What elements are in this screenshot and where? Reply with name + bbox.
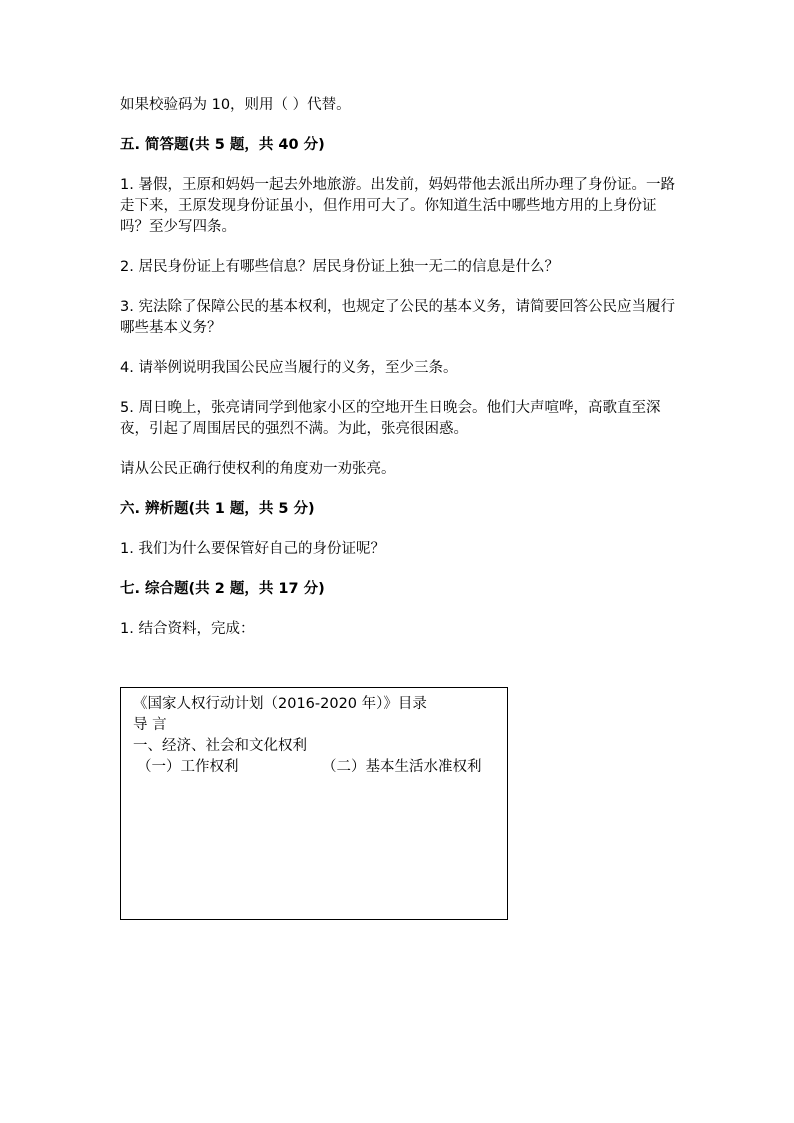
material-preface: 导 言 (133, 717, 167, 733)
question-6-1: 1. 我们为什么要保管好自己的身份证呢？ (120, 541, 385, 557)
material-box (120, 687, 508, 920)
material-title: 《国家人权行动计划（2016-2020 年）》目录 (133, 696, 427, 712)
intro-line: 如果校验码为 10，则用（ ）代替。 (120, 97, 351, 113)
material-item-1: （一）工作权利 (137, 759, 239, 775)
section-heading-7: 七. 综合题(共 2 题，共 17 分) (120, 581, 325, 597)
question-5-5: 5. 周日晚上，张亮请同学到他家小区的空地开生日晚会。他们大声喧哗，高歌直至深夜，引起了周围居民的强烈不满。为此，张亮很困惑。 (120, 400, 661, 437)
question-5-1: 1. 暑假，王原和妈妈一起去外地旅游。出发前，妈妈带他去派出所办理了身份证。一路走下来，王原发现身份证虽小，但作用可大了。你知道生活中哪些地方用的上身份证吗？至少写四条。 (120, 177, 675, 235)
section-heading-6: 六. 辨析题(共 1 题，共 5 分) (120, 501, 315, 517)
material-item-2: （二）基本生活水准权利 (322, 759, 482, 775)
material-items-row (133, 757, 497, 778)
material-chapter-1: 一、经济、社会和文化权利 (133, 738, 307, 754)
question-5-3: 3. 宪法除了保障公民的基本权利，也规定了公民的基本义务，请简要回答公民应当履行哪些基本义务？ (120, 299, 675, 336)
question-7-1: 1. 结合资料，完成： (120, 621, 255, 637)
question-5-2: 2. 居民身份证上有哪些信息？居民身份证上独一无二的信息是什么？ (120, 259, 559, 275)
question-5-4: 4. 请举例说明我国公民应当履行的义务，至少三条。 (120, 360, 458, 376)
document-body (120, 95, 680, 659)
question-5-5-prompt: 请从公民正确行使权利的角度劝一劝张亮。 (120, 461, 396, 477)
section-heading-5: 五. 简答题(共 5 题，共 40 分) (120, 137, 325, 153)
